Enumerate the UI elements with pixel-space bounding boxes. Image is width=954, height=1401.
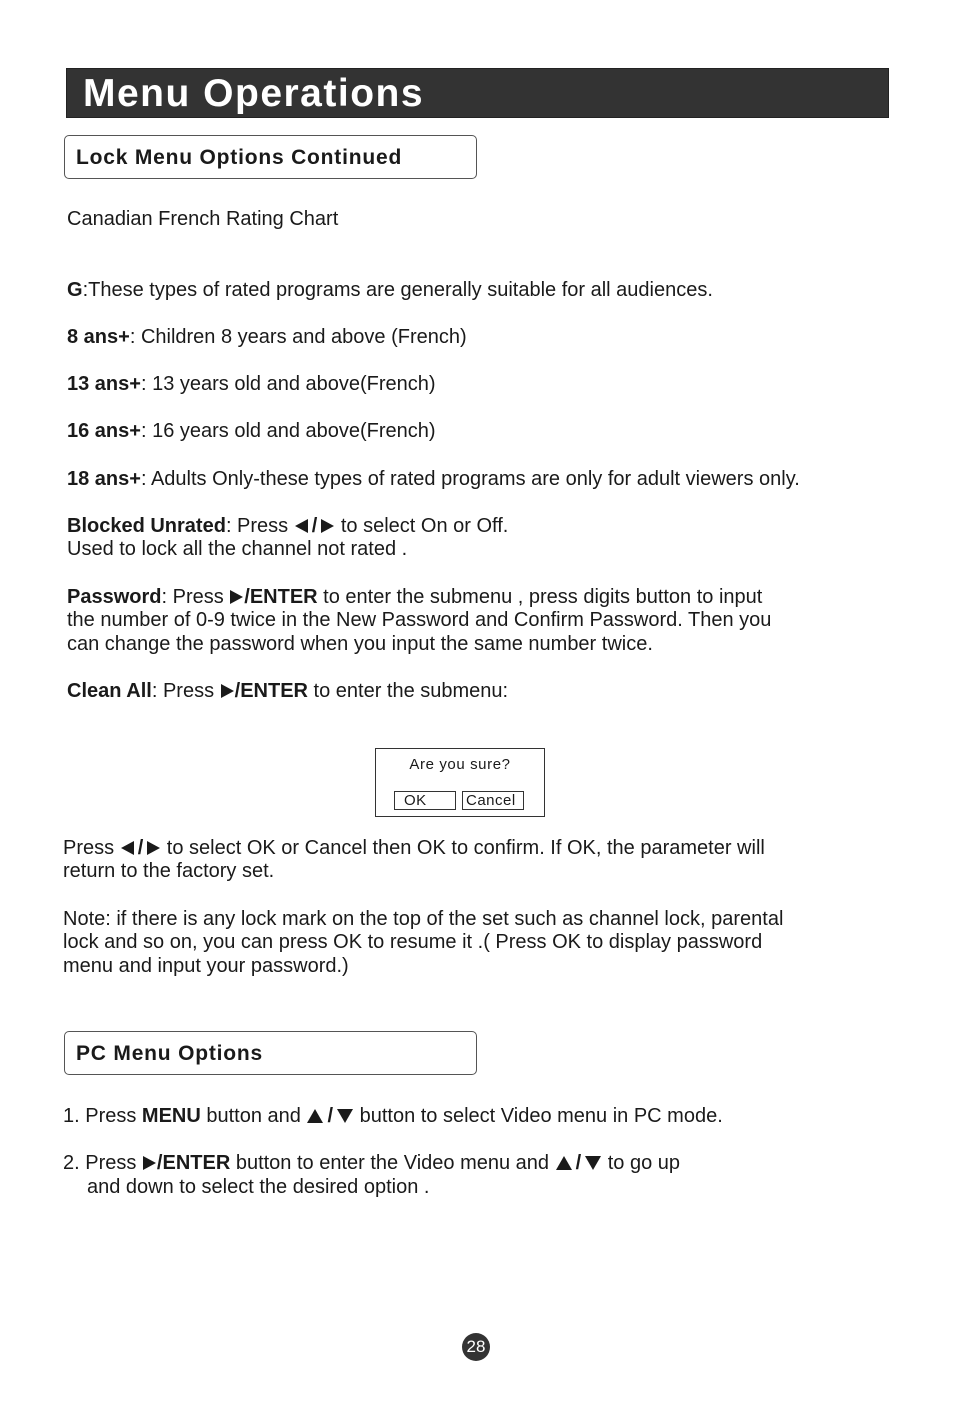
confirm-line2: return to the factory set. bbox=[63, 860, 275, 882]
pc-section-heading: PC Menu Options bbox=[76, 1042, 263, 1065]
rating-term: 16 ans+ bbox=[67, 420, 141, 442]
chart-title: Canadian French Rating Chart bbox=[67, 208, 339, 230]
password-term: Password bbox=[67, 586, 162, 608]
title-bar bbox=[66, 68, 889, 118]
step2-mid: button to enter the Video menu and bbox=[230, 1152, 555, 1174]
rating-desc: : 13 years old and above(French) bbox=[140, 373, 436, 395]
confirm-post: to select OK or Cancel then OK to confirm. If OK, the parameter will bbox=[161, 837, 765, 859]
confirm-pre: Press bbox=[63, 837, 120, 859]
rating-term: 13 ans+ bbox=[67, 373, 141, 395]
lock-section-heading-box bbox=[64, 135, 477, 179]
left-triangle-icon bbox=[120, 840, 135, 856]
enter-label: /ENTER bbox=[156, 1152, 231, 1174]
password-pre: : Press bbox=[161, 586, 230, 608]
enter-label: /ENTER bbox=[244, 586, 318, 608]
password-line1 bbox=[67, 586, 762, 610]
password-post: to enter the submenu , press digits button to input bbox=[317, 586, 763, 608]
pc-section-heading-box bbox=[64, 1031, 477, 1075]
slash: / bbox=[311, 515, 318, 537]
step1-mid: button and bbox=[200, 1105, 307, 1127]
right-triangle-icon bbox=[142, 1155, 157, 1171]
ok-button[interactable]: OK bbox=[394, 791, 456, 810]
clean-all-line bbox=[67, 680, 508, 704]
cancel-button[interactable]: Cancel bbox=[462, 791, 524, 810]
password-line2: the number of 0-9 twice in the New Password and Confirm Password. Then you bbox=[67, 609, 772, 631]
clean-post: to enter the submenu: bbox=[307, 680, 509, 702]
right-triangle-icon bbox=[220, 683, 235, 699]
rating-13 bbox=[67, 373, 436, 397]
rating-8 bbox=[67, 326, 467, 350]
rating-desc: : 16 years old and above(French) bbox=[140, 420, 436, 442]
blocked-unrated-line1 bbox=[67, 515, 508, 539]
note-line1: Note: if there is any lock mark on the top of the set such as channel lock, parental bbox=[63, 908, 784, 930]
step1-pre: 1. Press bbox=[63, 1105, 142, 1127]
rating-desc: :These types of rated programs are generally suitable for all audiences. bbox=[82, 279, 713, 301]
up-triangle-icon bbox=[306, 1108, 324, 1124]
step2-post: to go up bbox=[602, 1152, 680, 1174]
left-triangle-icon bbox=[294, 518, 309, 534]
step2-pre: 2. Press bbox=[63, 1152, 142, 1174]
menu-label: MENU bbox=[141, 1105, 201, 1127]
pc-step-2 bbox=[63, 1152, 680, 1176]
slash: / bbox=[137, 837, 144, 859]
rating-18 bbox=[67, 468, 800, 492]
down-triangle-icon bbox=[584, 1155, 602, 1171]
rating-term: 8 ans+ bbox=[67, 326, 130, 348]
blocked-unrated-line2: Used to lock all the channel not rated . bbox=[67, 538, 408, 560]
lock-section-heading: Lock Menu Options Continued bbox=[76, 146, 403, 169]
pc-step-1 bbox=[63, 1105, 723, 1129]
enter-label: /ENTER bbox=[234, 680, 308, 702]
rating-desc: : Adults Only-these types of rated programs are only for adult viewers only. bbox=[140, 468, 800, 490]
slash: / bbox=[327, 1105, 334, 1127]
page-number: 28 bbox=[462, 1333, 490, 1361]
right-triangle-icon bbox=[146, 840, 161, 856]
clean-pre: : Press bbox=[151, 680, 220, 702]
note-line3: menu and input your password.) bbox=[63, 955, 349, 977]
page-title: Menu Operations bbox=[83, 72, 425, 115]
rating-g bbox=[67, 279, 713, 303]
slash: / bbox=[575, 1152, 582, 1174]
password-line3: can change the password when you input the same number twice. bbox=[67, 633, 653, 655]
rating-term: 18 ans+ bbox=[67, 468, 141, 490]
right-triangle-icon bbox=[229, 589, 244, 605]
blocked-post: to select On or Off. bbox=[335, 515, 509, 537]
down-triangle-icon bbox=[336, 1108, 354, 1124]
rating-term: G bbox=[67, 279, 83, 301]
rating-desc: : Children 8 years and above (French) bbox=[129, 326, 467, 348]
rating-16 bbox=[67, 420, 436, 444]
dialog-question: Are you sure? bbox=[409, 756, 511, 773]
pc-step-2-line2: and down to select the desired option . bbox=[87, 1176, 430, 1198]
step1-post: button to select Video menu in PC mode. bbox=[354, 1105, 723, 1127]
confirm-dialog bbox=[375, 748, 545, 817]
right-triangle-icon bbox=[320, 518, 335, 534]
confirm-line1 bbox=[63, 837, 765, 861]
blocked-term: Blocked Unrated bbox=[67, 515, 226, 537]
note-line2: lock and so on, you can press OK to resume it .( Press OK to display password bbox=[63, 931, 763, 953]
up-triangle-icon bbox=[555, 1155, 573, 1171]
clean-term: Clean All bbox=[67, 680, 152, 702]
blocked-pre: : Press bbox=[225, 515, 294, 537]
